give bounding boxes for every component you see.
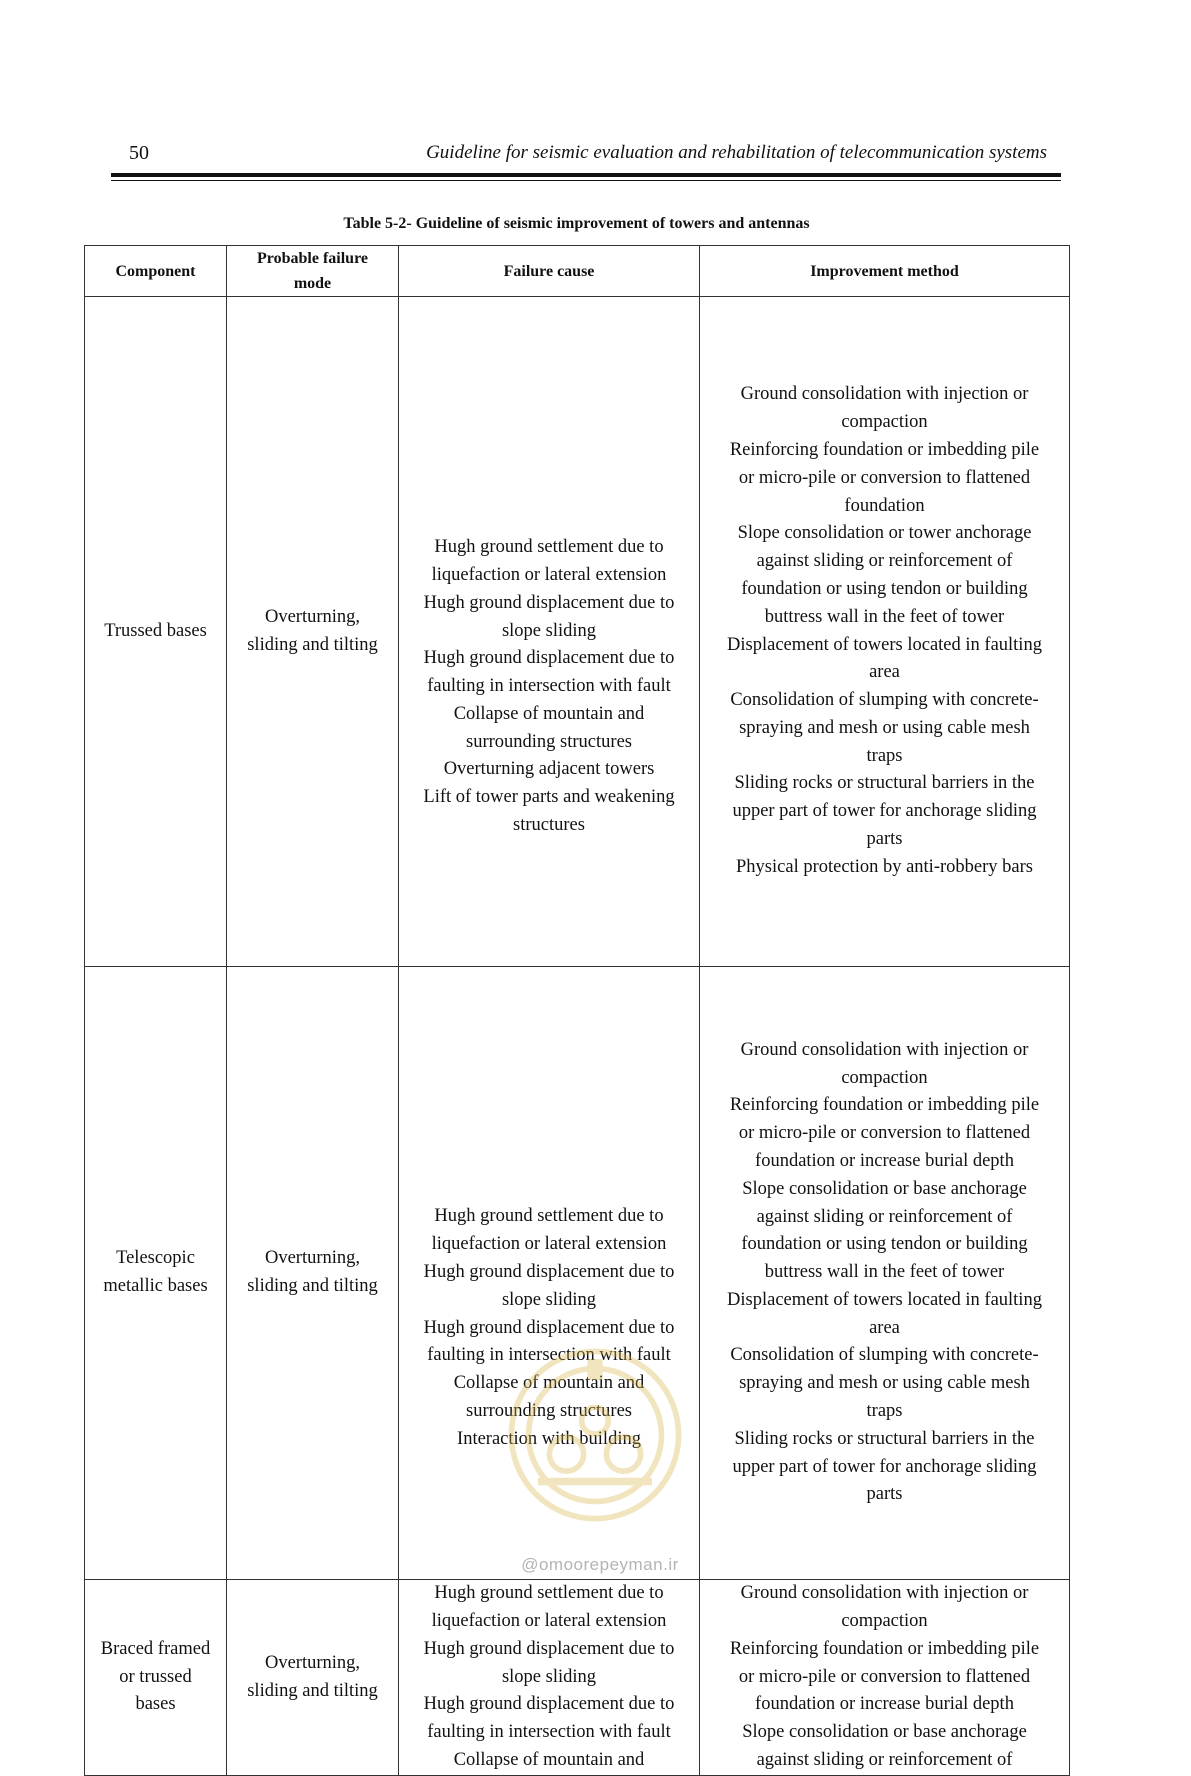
cell-text-line: against sliding or reinforcement of (756, 1749, 1013, 1770)
cell-text-line: against sliding or reinforcement of (756, 1206, 1013, 1227)
cell-text-line: foundation or using tendon or building (741, 1234, 1028, 1255)
cell-text-line: Braced framed (100, 1638, 211, 1659)
cell-text-line: Interaction with building (457, 1428, 641, 1449)
cell-text-line: slope sliding (501, 1289, 597, 1310)
header-improvement-method: Improvement method (700, 246, 1070, 297)
component-cell (85, 1580, 227, 1776)
cell-text-line: against sliding or reinforcement of (756, 551, 1013, 572)
cell-text-line: Trussed bases (104, 620, 207, 641)
failure-mode-cell (227, 1580, 399, 1776)
header-failure-mode-line: mode (293, 275, 332, 292)
cell-text-line: Overturning, (264, 606, 361, 627)
cell-text-line: Displacement of towers located in faulting (727, 634, 1042, 655)
cell-text-line: or micro-pile or conversion to flattened (738, 1123, 1031, 1144)
improvement-method-cell (700, 1580, 1070, 1776)
cell-text-line: Collapse of mountain and (453, 1749, 645, 1770)
table-row (85, 297, 1070, 967)
cell-text-line: bases (135, 1694, 176, 1715)
failure-mode-cell (227, 297, 399, 967)
component-cell (85, 297, 227, 967)
header-failure-cause: Failure cause (399, 246, 700, 297)
cell-text-line: Slope consolidation or base anchorage (742, 1722, 1027, 1743)
component-cell (85, 967, 227, 1580)
watermark-text: @omoorepeyman.ir (521, 1555, 679, 1574)
cell-text-line: compaction (841, 1611, 928, 1631)
table-row (85, 967, 1070, 1580)
improvement-method-cell (700, 297, 1070, 967)
header-failure-mode (227, 246, 399, 297)
cell-text-line: area (869, 662, 900, 683)
cell-text-line: Sliding rocks or structural barriers in the (734, 1428, 1035, 1449)
cell-text-line: faulting in intersection with fault (427, 1722, 671, 1743)
header-component: Component (85, 246, 227, 297)
cell-text-line: Hugh ground displacement due to (423, 648, 675, 669)
table-body (85, 297, 1070, 1776)
cell-text-line: Hugh ground displacement due to (423, 592, 675, 613)
cell-text-line: compaction (841, 1067, 928, 1088)
cell-text-line: Reinforcing foundation or imbedding pile (729, 439, 1040, 460)
cell-text-line: buttress wall in the feet of tower (764, 606, 1005, 627)
cell-text-line: Hugh ground displacement due to (423, 1638, 675, 1659)
cell-text-line: structures (513, 815, 585, 836)
cell-text-line: or trussed (119, 1666, 192, 1687)
header-rule-thick (111, 173, 1061, 177)
cell-text-line: Telescopic (116, 1248, 195, 1269)
improvement-method-cell (700, 967, 1070, 1580)
page-header (111, 136, 1061, 172)
table-header-row (85, 246, 1070, 297)
cell-text-line: surrounding structures (466, 731, 632, 752)
cell-text-line: Overturning, (264, 1652, 361, 1673)
cell-text-line: area (869, 1317, 900, 1338)
cell-text-line: Collapse of mountain and (453, 1373, 645, 1394)
cell-text-line: or micro-pile or conversion to flattened (738, 467, 1031, 488)
cell-text-line: Hugh ground displacement due to (423, 1317, 675, 1338)
cell-text-line: Reinforcing foundation or imbedding pile (729, 1095, 1040, 1116)
cell-text-line: Hugh ground displacement due to (423, 1262, 675, 1282)
failure-cause-cell (399, 297, 700, 967)
cell-text-line: traps (866, 1401, 903, 1422)
cell-text-line: slope sliding (501, 1666, 597, 1687)
cell-text-line: foundation (844, 495, 925, 516)
cell-text-line: Hugh ground settlement due to (434, 1206, 664, 1227)
cell-text-line: Hugh ground settlement due to (434, 1583, 664, 1604)
cell-text-line: or micro-pile or conversion to flattened (738, 1666, 1031, 1687)
cell-text-line: Ground consolidation with injection or (740, 384, 1029, 405)
header-rule-thin (111, 180, 1061, 181)
failure-cause-cell (399, 1580, 700, 1776)
cell-text-line: upper part of tower for anchorage sliding (732, 1456, 1037, 1477)
failure-mode-cell (227, 967, 399, 1580)
cell-text-line: liquefaction or lateral extension (431, 564, 667, 585)
page-number: 50 (129, 142, 149, 164)
header-failure-mode-line: Probable failure (257, 250, 368, 267)
cell-text-line: Ground consolidation with injection or (740, 1583, 1029, 1604)
cell-text-line: Hugh ground settlement due to (434, 537, 664, 558)
cell-text-line: Ground consolidation with injection or (740, 1039, 1029, 1060)
cell-text-line: sliding and tilting (247, 634, 378, 655)
cell-text-line: faulting in intersection with fault (427, 1345, 671, 1366)
cell-text-line: Reinforcing foundation or imbedding pile (729, 1638, 1040, 1659)
cell-text-line: Lift of tower parts and weakening (423, 787, 675, 808)
cell-text-line: liquefaction or lateral extension (431, 1611, 667, 1631)
cell-text-line: liquefaction or lateral extension (431, 1234, 667, 1255)
cell-text-line: parts (866, 1484, 903, 1505)
cell-text-line: foundation or increase burial depth (755, 1150, 1014, 1171)
cell-text-line: Displacement of towers located in faulting (727, 1289, 1042, 1310)
cell-text-line: Slope consolidation or tower anchorage (737, 523, 1032, 544)
cell-text-line: traps (866, 745, 903, 766)
cell-text-line: Overturning adjacent towers (443, 759, 655, 780)
table-caption: Table 5-2- Guideline of seismic improvement of towers and antennas (343, 215, 810, 232)
cell-text-line: buttress wall in the feet of tower (764, 1262, 1005, 1283)
running-title: Guideline for seismic evaluation and rehabilitation of telecommunication systems (426, 142, 1047, 163)
improvement-table (84, 245, 1070, 1776)
cell-text-line: spraying and mesh or using cable mesh (739, 717, 1030, 738)
cell-text-line: compaction (841, 412, 928, 433)
cell-text-line: faulting in intersection with fault (427, 676, 671, 697)
cell-text-line: parts (866, 829, 903, 850)
cell-text-line: Sliding rocks or structural barriers in the (734, 773, 1035, 794)
cell-text-line: upper part of tower for anchorage sliding (732, 801, 1037, 822)
cell-text-line: Consolidation of slumping with concrete- (730, 690, 1039, 711)
cell-text-line: spraying and mesh or using cable mesh (739, 1373, 1030, 1394)
cell-text-line: Slope consolidation or base anchorage (742, 1178, 1027, 1199)
cell-text-line: Overturning, (264, 1248, 361, 1269)
cell-text-line: surrounding structures (466, 1400, 632, 1421)
cell-text-line: Physical protection by anti-robbery bars (736, 856, 1033, 877)
cell-text-line: foundation or using tendon or building (741, 578, 1028, 599)
table-row (85, 1580, 1070, 1776)
cell-text-line: Collapse of mountain and (453, 703, 645, 724)
cell-text-line: metallic bases (103, 1276, 208, 1296)
failure-cause-cell (399, 967, 700, 1580)
cell-text-line: slope sliding (501, 620, 597, 641)
cell-text-line: sliding and tilting (247, 1680, 378, 1701)
cell-text-line: sliding and tilting (247, 1276, 378, 1296)
cell-text-line: Consolidation of slumping with concrete- (730, 1345, 1039, 1366)
cell-text-line: foundation or increase burial depth (755, 1694, 1014, 1715)
cell-text-line: Hugh ground displacement due to (423, 1694, 675, 1715)
